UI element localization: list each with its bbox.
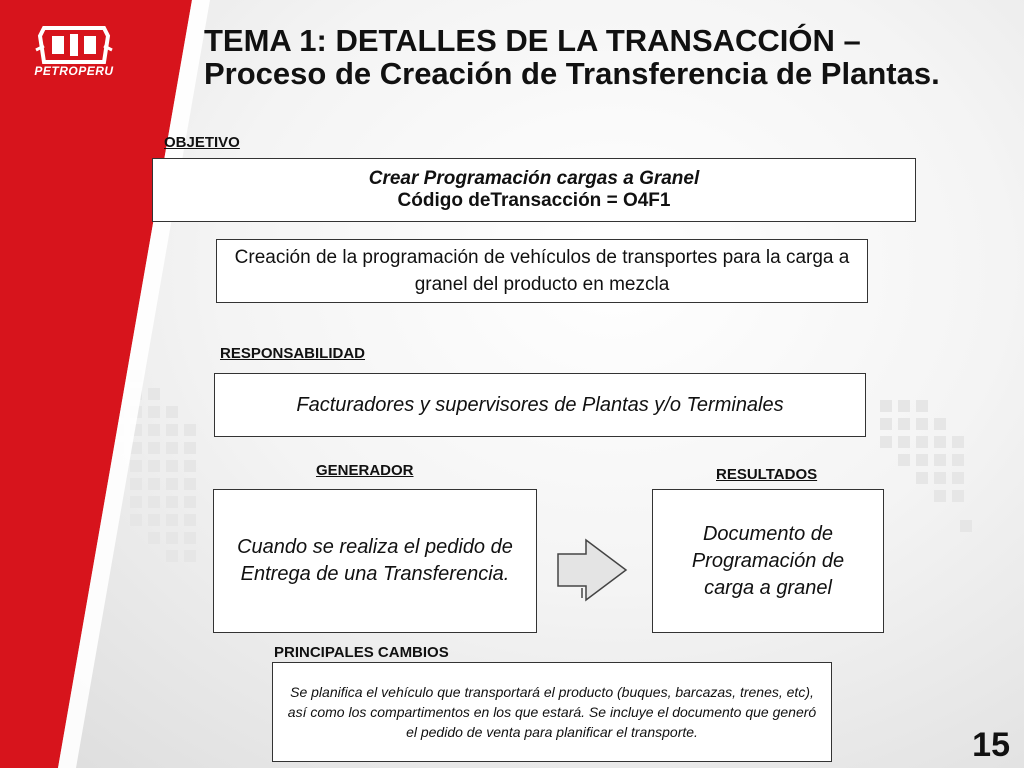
- principales-cambios-box: [272, 662, 832, 762]
- objetivo-line2: Código deTransacción = O4F1: [397, 190, 671, 211]
- resultados-box: [652, 489, 884, 633]
- resultados-label: RESULTADOS: [716, 466, 818, 483]
- principales-cambios-label: PRINCIPALES CAMBIOS: [274, 644, 449, 661]
- generador-box: [213, 489, 537, 633]
- right-arrow-icon: [556, 538, 628, 602]
- objetivo-label: OBJETIVO: [164, 134, 240, 151]
- responsabilidad-label: RESPONSABILIDAD: [220, 345, 366, 362]
- objetivo-box: [152, 158, 916, 222]
- objetivo-line1: Crear Programación cargas a Granel: [368, 168, 700, 189]
- responsabilidad-text: Facturadores y supervisores de Plantas y/o Terminales: [296, 393, 784, 416]
- generador-label: GENERADOR: [316, 462, 414, 479]
- responsabilidad-box: [214, 373, 866, 437]
- page-number: 15: [972, 726, 1010, 764]
- principales-cambios-text: Se planifica el vehículo que transportará el producto (buques, barcazas, trenes, etc), así como los compartimentos en los que estará. Se incluye el documento que generó el pedido de venta para planificar el transporte.: [287, 684, 817, 740]
- resultados-text: Documento de Programación de carga a granel: [691, 522, 845, 599]
- objetivo-description-box: [216, 239, 868, 303]
- slide-title: TEMA 1: DETALLES DE LA TRANSACCIÓN – Proceso de Creación de Transferencia de Plantas.: [204, 23, 940, 91]
- logo-text: PETROPERU: [34, 64, 114, 78]
- objetivo-description: Creación de la programación de vehículos de transportes para la carga a granel del producto en mezcla: [234, 247, 850, 295]
- generador-text: Cuando se realiza el pedido de Entrega de una Transferencia.: [237, 536, 513, 585]
